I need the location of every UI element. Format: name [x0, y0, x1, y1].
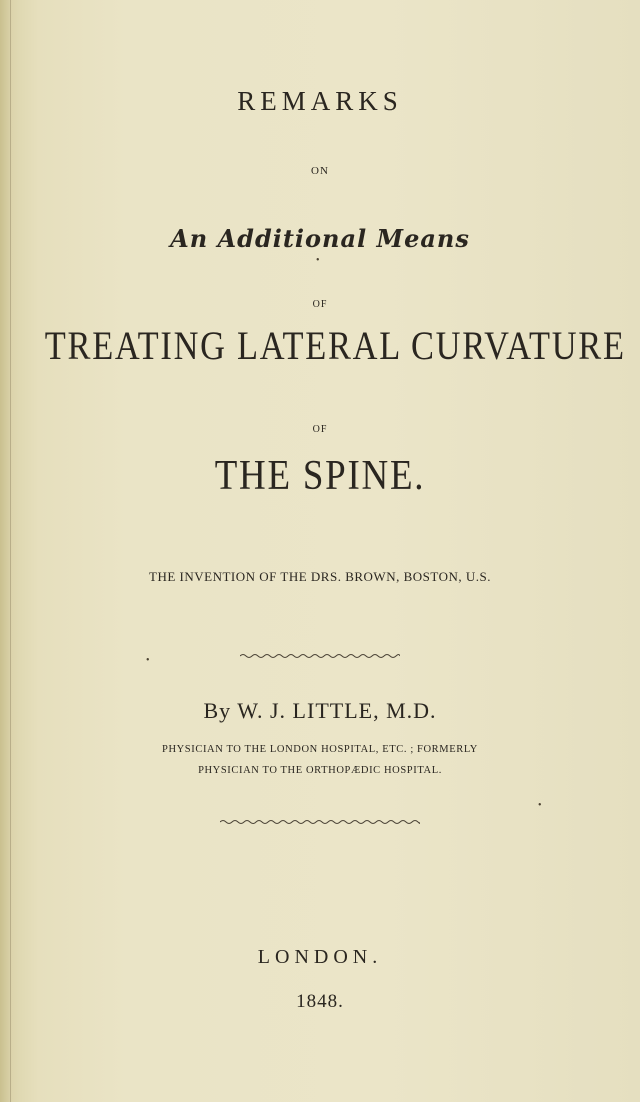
author-position-2: PHYSICIAN TO THE ORTHOPÆDIC HOSPITAL. [198, 765, 442, 776]
heading-remarks: REMARKS [237, 86, 403, 116]
ink-speck: • [316, 255, 320, 266]
publication-year: 1848. [296, 991, 344, 1012]
spine-title: THE SPINE. [214, 453, 426, 499]
invention-line: THE INVENTION OF THE DRS. BROWN, BOSTON, U.S. [149, 569, 491, 584]
subject-title: TREATING LATERAL CURVATURE [44, 323, 626, 368]
word-of-2: OF [312, 424, 328, 435]
ornamental-rule-2 [0, 813, 640, 831]
ink-speck: • [146, 655, 150, 666]
word-on: ON [311, 165, 329, 177]
place-london: LONDON. [257, 946, 383, 968]
author-line: By W. J. LITTLE, M.D. [203, 698, 437, 723]
author-position-1: PHYSICIAN TO THE LONDON HOSPITAL, ETC. ; FORMERLY [162, 744, 478, 755]
word-of-1: OF [312, 299, 328, 310]
subtitle-means: An Additional Means [170, 224, 470, 253]
ink-speck: • [538, 800, 542, 811]
ornamental-rule-1 [0, 647, 640, 665]
